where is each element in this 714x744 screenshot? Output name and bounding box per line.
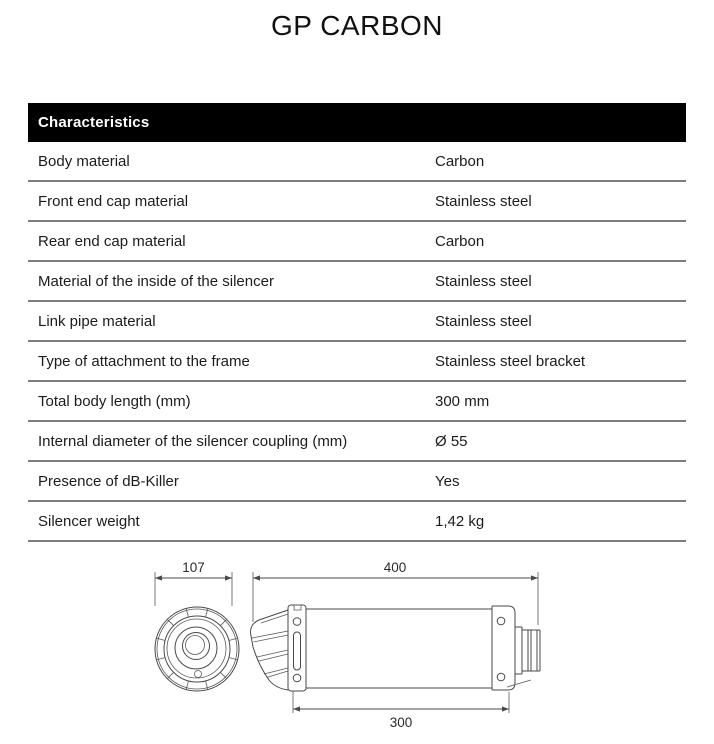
spec-label: Total body length (mm)	[38, 392, 191, 410]
table-row	[28, 422, 686, 462]
dimension-label-400: 400	[383, 560, 407, 575]
table-row	[28, 302, 686, 342]
dimension-label-107: 107	[182, 560, 205, 575]
table-header	[28, 103, 686, 142]
dimension-label-300: 300	[389, 715, 413, 730]
spec-value: Yes	[435, 472, 460, 490]
spec-value: Ø 55	[435, 432, 468, 450]
spec-value: Stainless steel bracket	[435, 352, 586, 370]
spec-label: Type of attachment to the frame	[38, 352, 250, 370]
spec-value: 300 mm	[435, 392, 490, 410]
spec-label: Rear end cap material	[38, 232, 186, 250]
table-row	[28, 142, 686, 182]
spec-value: Stainless steel	[435, 312, 532, 330]
spec-label: Silencer weight	[38, 512, 140, 530]
page-title: GP CARBON	[270, 10, 444, 41]
spec-value: Stainless steel	[435, 272, 532, 290]
spec-value: 1,42 kg	[435, 512, 485, 530]
spec-value: Carbon	[435, 152, 485, 170]
silencer-front-view	[155, 607, 239, 691]
spec-label: Presence of dB-Killer	[38, 472, 179, 490]
technical-drawing	[130, 552, 600, 744]
characteristics-table	[28, 103, 686, 542]
table-row	[28, 502, 686, 542]
dimension-front-diameter	[155, 560, 232, 606]
spec-label: Front end cap material	[38, 192, 189, 210]
dimension-body-length	[293, 691, 509, 730]
spec-value: Stainless steel	[435, 192, 532, 210]
table-row	[28, 262, 686, 302]
table-row	[28, 382, 686, 422]
spec-label: Material of the inside of the silencer	[38, 272, 274, 290]
table-header-label: Characteristics	[38, 114, 150, 131]
table-row	[28, 462, 686, 502]
spec-label: Body material	[38, 152, 130, 170]
spec-label: Link pipe material	[38, 312, 156, 330]
table-row	[28, 342, 686, 382]
table-row	[28, 222, 686, 262]
table-row	[28, 182, 686, 222]
dimension-total-length	[253, 560, 538, 625]
spec-label: Internal diameter of the silencer coupling (mm)	[38, 432, 348, 450]
silencer-side-view	[250, 605, 540, 691]
spec-value: Carbon	[435, 232, 485, 250]
